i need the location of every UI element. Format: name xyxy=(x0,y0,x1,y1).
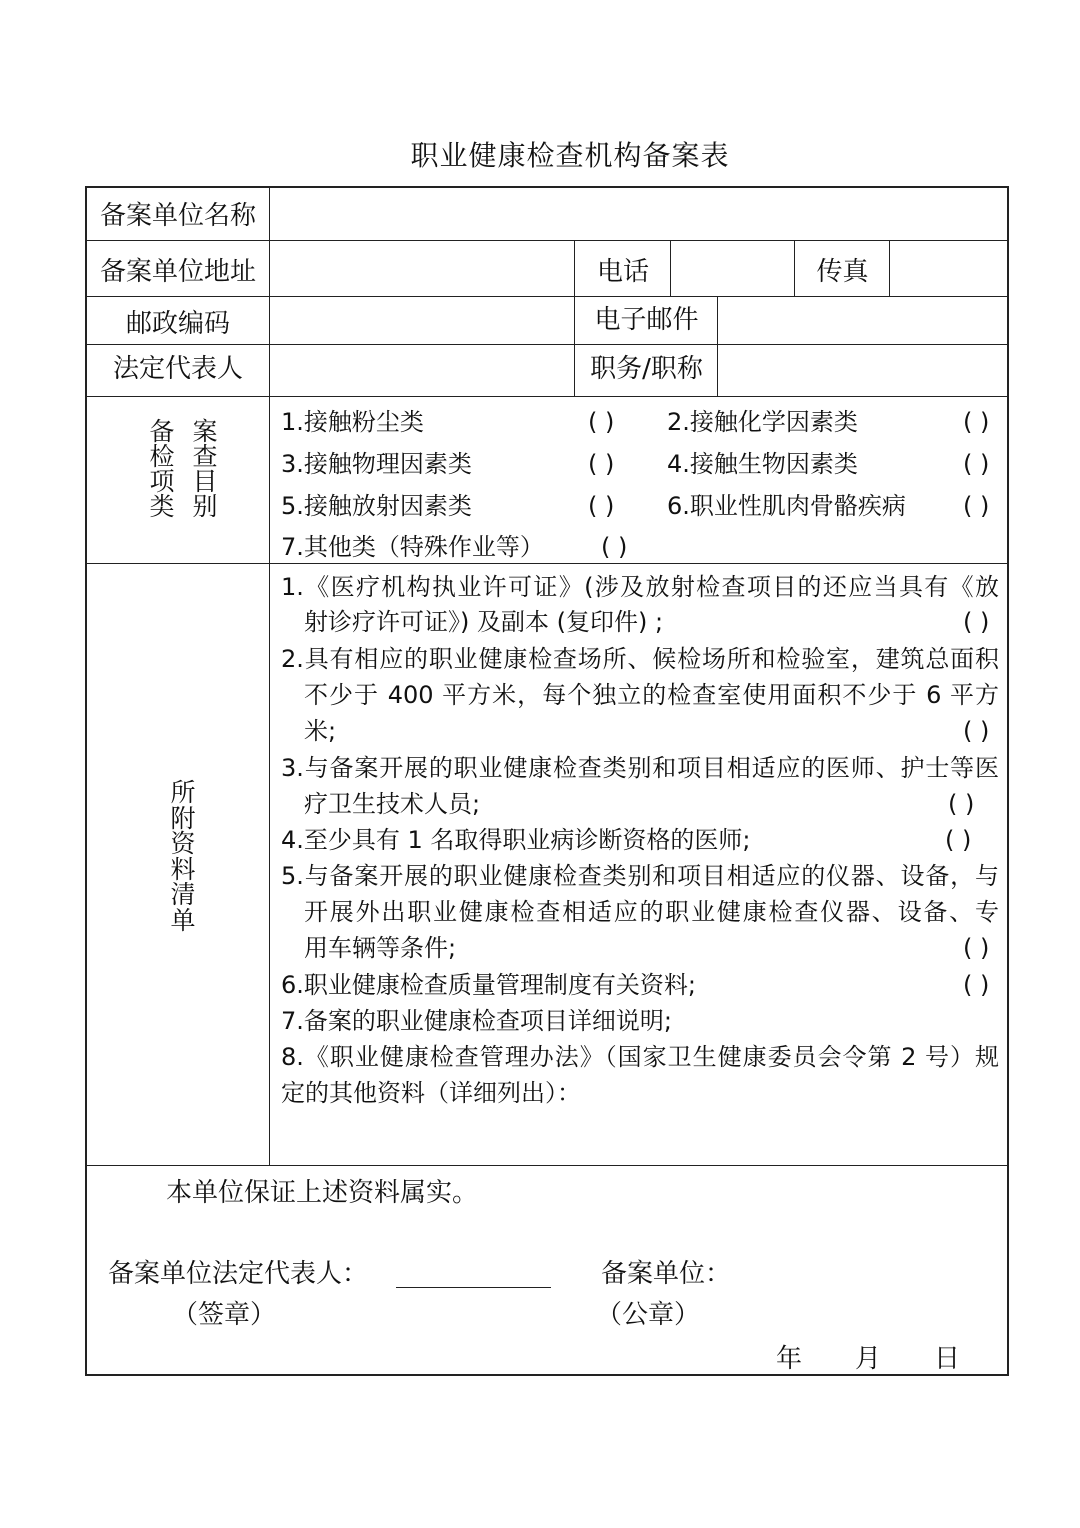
document-line: 用车辆等条件; xyxy=(304,934,457,962)
document-line: 开展外出职业健康检查相适应的职业健康检查仪器、设备、专 xyxy=(304,898,999,926)
document-line: 7.备案的职业健康检查项目详细说明; xyxy=(281,1007,672,1035)
signature-line[interactable] xyxy=(396,1287,551,1288)
category-checkbox[interactable]: ( ) xyxy=(588,492,615,520)
document-checkbox[interactable]: ( ) xyxy=(963,934,990,962)
document-checkbox[interactable]: ( ) xyxy=(963,608,990,636)
guarantee-statement: 本单位保证上述资料属实。 xyxy=(166,1178,479,1208)
row-divider xyxy=(85,240,1007,241)
legal-rep-label: 法定代表人 xyxy=(112,354,243,384)
column-divider xyxy=(269,186,270,1165)
document-line: 1.《医疗机构执业许可证》(涉及放射检查项目的还应当具有《放 xyxy=(281,573,999,601)
date-month-label: 月 xyxy=(855,1344,882,1374)
form-title: 职业健康检查机构备案表 xyxy=(410,139,730,172)
fax-label: 传真 xyxy=(816,257,869,287)
category-section-label-left: 备检项类 xyxy=(149,417,175,521)
document-line: 8.《职业健康检查管理办法》（国家卫生健康委员会令第 2 号）规 xyxy=(281,1043,999,1071)
category-checkbox[interactable]: ( ) xyxy=(963,450,990,478)
row-divider xyxy=(85,563,1007,564)
document-line: 定的其他资料（详细列出）： xyxy=(281,1079,581,1107)
category-checkbox[interactable]: ( ) xyxy=(588,450,615,478)
row-divider xyxy=(85,1165,1007,1166)
document-line: 5.与备案开展的职业健康检查类别和项目相适应的仪器、设备，与 xyxy=(281,862,999,890)
column-divider xyxy=(574,240,575,396)
document-line: 疗卫生技术人员; xyxy=(304,790,481,818)
category-item: 6.职业性肌肉骨骼疾病 xyxy=(667,492,906,520)
row-divider xyxy=(85,396,1007,397)
document-checkbox[interactable]: ( ) xyxy=(948,790,975,818)
column-divider xyxy=(889,240,890,296)
seal-note: （公章） xyxy=(596,1300,701,1330)
category-checkbox[interactable]: ( ) xyxy=(963,492,990,520)
document-line: 射诊疗许可证》) 及副本 (复印件) ; xyxy=(304,608,664,636)
row-divider xyxy=(85,344,1007,345)
date-year-label: 年 xyxy=(776,1344,803,1374)
document-line: 不少于 400 平方米，每个独立的检查室使用面积不少于 6 平方 xyxy=(304,681,999,709)
postcode-label: 邮政编码 xyxy=(125,309,230,339)
document-checkbox[interactable]: ( ) xyxy=(963,717,990,745)
category-section-label-right: 案查目别 xyxy=(192,417,218,521)
category-checkbox[interactable]: ( ) xyxy=(963,408,990,436)
document-line: 4.至少具有 1 名取得职业病诊断资格的医师; xyxy=(281,826,751,854)
category-checkbox[interactable]: ( ) xyxy=(588,408,615,436)
document-line: 2.具有相应的职业健康检查场所、候检场所和检验室，建筑总面积 xyxy=(281,645,999,673)
date-day-label: 日 xyxy=(934,1344,961,1374)
sign-note: （签章） xyxy=(172,1300,277,1330)
document-checkbox[interactable]: ( ) xyxy=(963,971,990,999)
category-item: 1.接触粉尘类 xyxy=(281,408,424,436)
unit-name-label: 备案单位名称 xyxy=(99,201,256,231)
document-checkbox[interactable]: ( ) xyxy=(945,826,972,854)
column-divider xyxy=(717,296,718,396)
document-line: 米; xyxy=(304,717,337,745)
document-line: 3.与备案开展的职业健康检查类别和项目相适应的医师、护士等医 xyxy=(281,754,999,782)
phone-label: 电话 xyxy=(596,257,649,287)
category-item: 4.接触生物因素类 xyxy=(667,450,858,478)
position-label: 职务/职称 xyxy=(590,354,703,384)
column-divider xyxy=(670,240,671,296)
email-label: 电子邮件 xyxy=(594,305,699,335)
row-divider xyxy=(85,296,1007,297)
legal-rep-sign-label: 备案单位法定代表人： xyxy=(108,1259,369,1289)
documents-section-label: 所附资料清单 xyxy=(170,778,196,935)
category-item: 3.接触物理因素类 xyxy=(281,450,472,478)
category-checkbox[interactable]: ( ) xyxy=(601,533,628,561)
unit-seal-label: 备案单位： xyxy=(601,1259,732,1289)
document-line: 6.职业健康检查质量管理制度有关资料; xyxy=(281,971,696,999)
unit-address-label: 备案单位地址 xyxy=(99,257,256,287)
category-item: 5.接触放射因素类 xyxy=(281,492,472,520)
category-item: 7.其他类（特殊作业等） xyxy=(281,533,544,561)
category-item: 2.接触化学因素类 xyxy=(667,408,858,436)
column-divider xyxy=(794,240,795,296)
